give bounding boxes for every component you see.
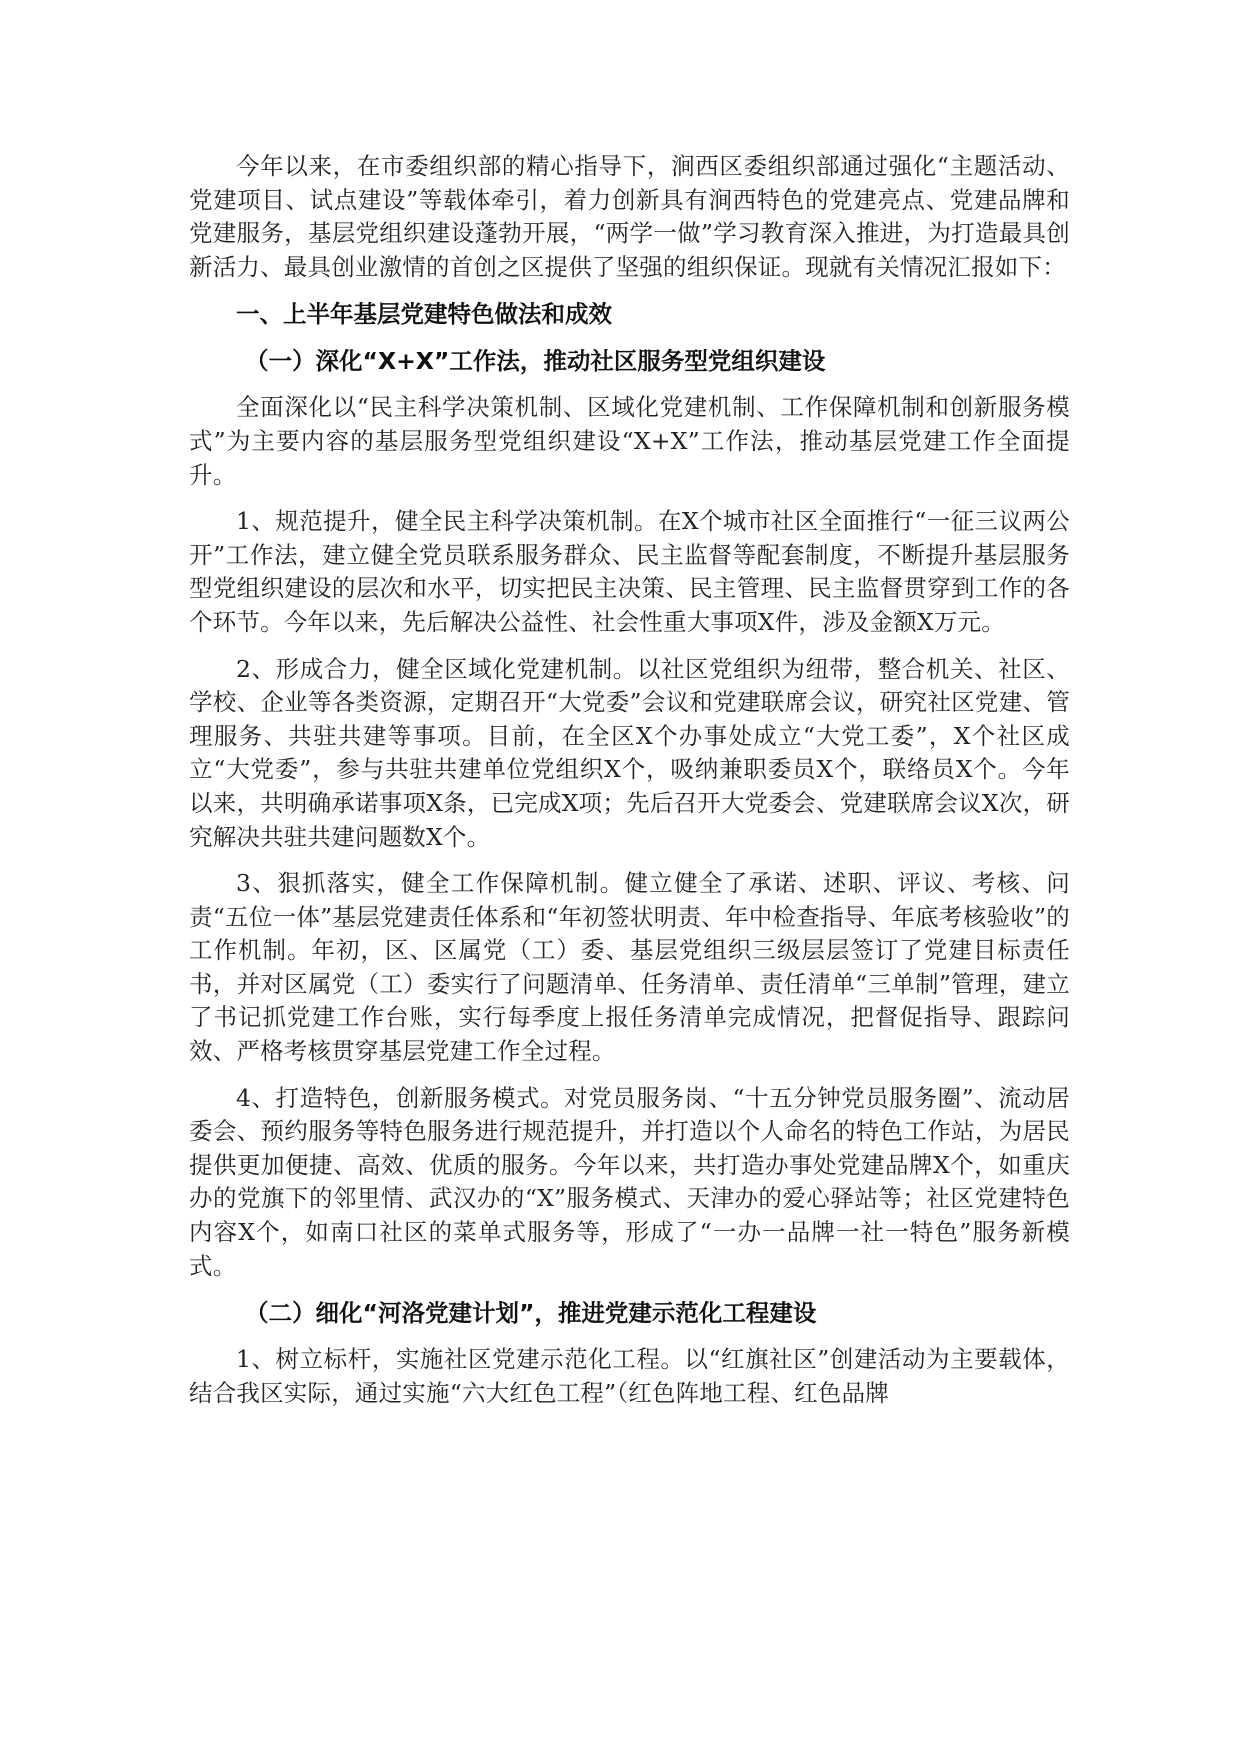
item-paragraph-3: 3、狠抓落实，健全工作保障机制。健立健全了承诺、述职、评议、考核、问责“五位一体”基层党建责任体系和“年初签状明责、年中检查指导、年底考核验收”的工作机制。年初，区、区属党（工）委、基层党组织三级层层签订了党建目标责任书，并对区属党（工）委实行了问题清单、任务清单、责任清单“三单制”管理，建立了书记抓党建工作台账，实行每季度上报任务清单完成情况，把督促指导、跟踪问效、严格考核贯穿基层党建工作全过程。: [189, 869, 1070, 1066]
subsection-heading-2: （二）细化“河洛党建计划”，推进党建示范化工程建设: [245, 1299, 817, 1328]
item-paragraph-2: 2、形成合力，健全区域化党建机制。以社区党组织为纽带，整合机关、社区、学校、企业等各类资源，定期召开“大党委”会议和党建联席会议，研究社区党建、管理服务、共驻共建等事项。目前，在全区X个办事处成立“大党工委”，X个社区成立“大党委”，参与共驻共建单位党组织X个，吸纳兼职委员X个，联络员X个。今年以来，共明确承诺事项X条，已完成X项；先后召开大党委会、党建联席会议X次，研究解决共驻共建问题数X个。: [189, 654, 1070, 851]
subsection-2-item-1: 1、树立标杆，实施社区党建示范化工程。以“红旗社区”创建活动为主要载体，结合我区实际，通过实施“六大红色工程”（红色阵地工程、红色品牌: [189, 1345, 1070, 1407]
subsection-1-intro: 全面深化以“民主科学决策机制、区域化党建机制、工作保障机制和创新服务模式”为主要内容的基层服务型党组织建设“X+X”工作法，推动基层党建工作全面提升。: [189, 393, 1070, 489]
item-paragraph-4: 4、打造特色，创新服务模式。对党员服务岗、“十五分钟党员服务圈”、流动居委会、预约服务等特色服务进行规范提升，并打造以个人命名的特色工作站，为居民提供更加便捷、高效、优质的服务。今年以来，共打造办事处党建品牌X个，如重庆办的党旗下的邻里情、武汉办的“X”服务模式、天津办的爱心驿站等；社区党建特色内容X个，如南口社区的菜单式服务等，形成了“一办一品牌一社一特色”服务新模式。: [189, 1083, 1070, 1280]
intro-paragraph: 今年以来，在市委组织部的精心指导下，涧西区委组织部通过强化“主题活动、党建项目、试点建设”等载体牵引，着力创新具有涧西特色的党建亮点、党建品牌和党建服务，基层党组织建设蓬勃开展，“两学一做”学习教育深入推进，为打造最具创新活力、最具创业激情的首创之区提供了坚强的组织保证。现就有关情况汇报如下：: [189, 152, 1070, 281]
document-page: [189, 150, 1070, 1423]
item-paragraph-1: 1、规范提升，健全民主科学决策机制。在X个城市社区全面推行“一征三议两公开”工作法，建立健全党员联系服务群众、民主监督等配套制度，不断提升基层服务型党组织建设的层次和水平，切实把民主决策、民主管理、民主监督贯穿到工作的各个环节。今年以来，先后解决公益性、社会性重大事项X件，涉及金额X万元。: [189, 507, 1070, 636]
section-heading-1: 一、上半年基层党建特色做法和成效: [236, 300, 612, 329]
subsection-heading-1: （一）深化“X+X”工作法，推动社区服务型党组织建设: [245, 347, 826, 376]
